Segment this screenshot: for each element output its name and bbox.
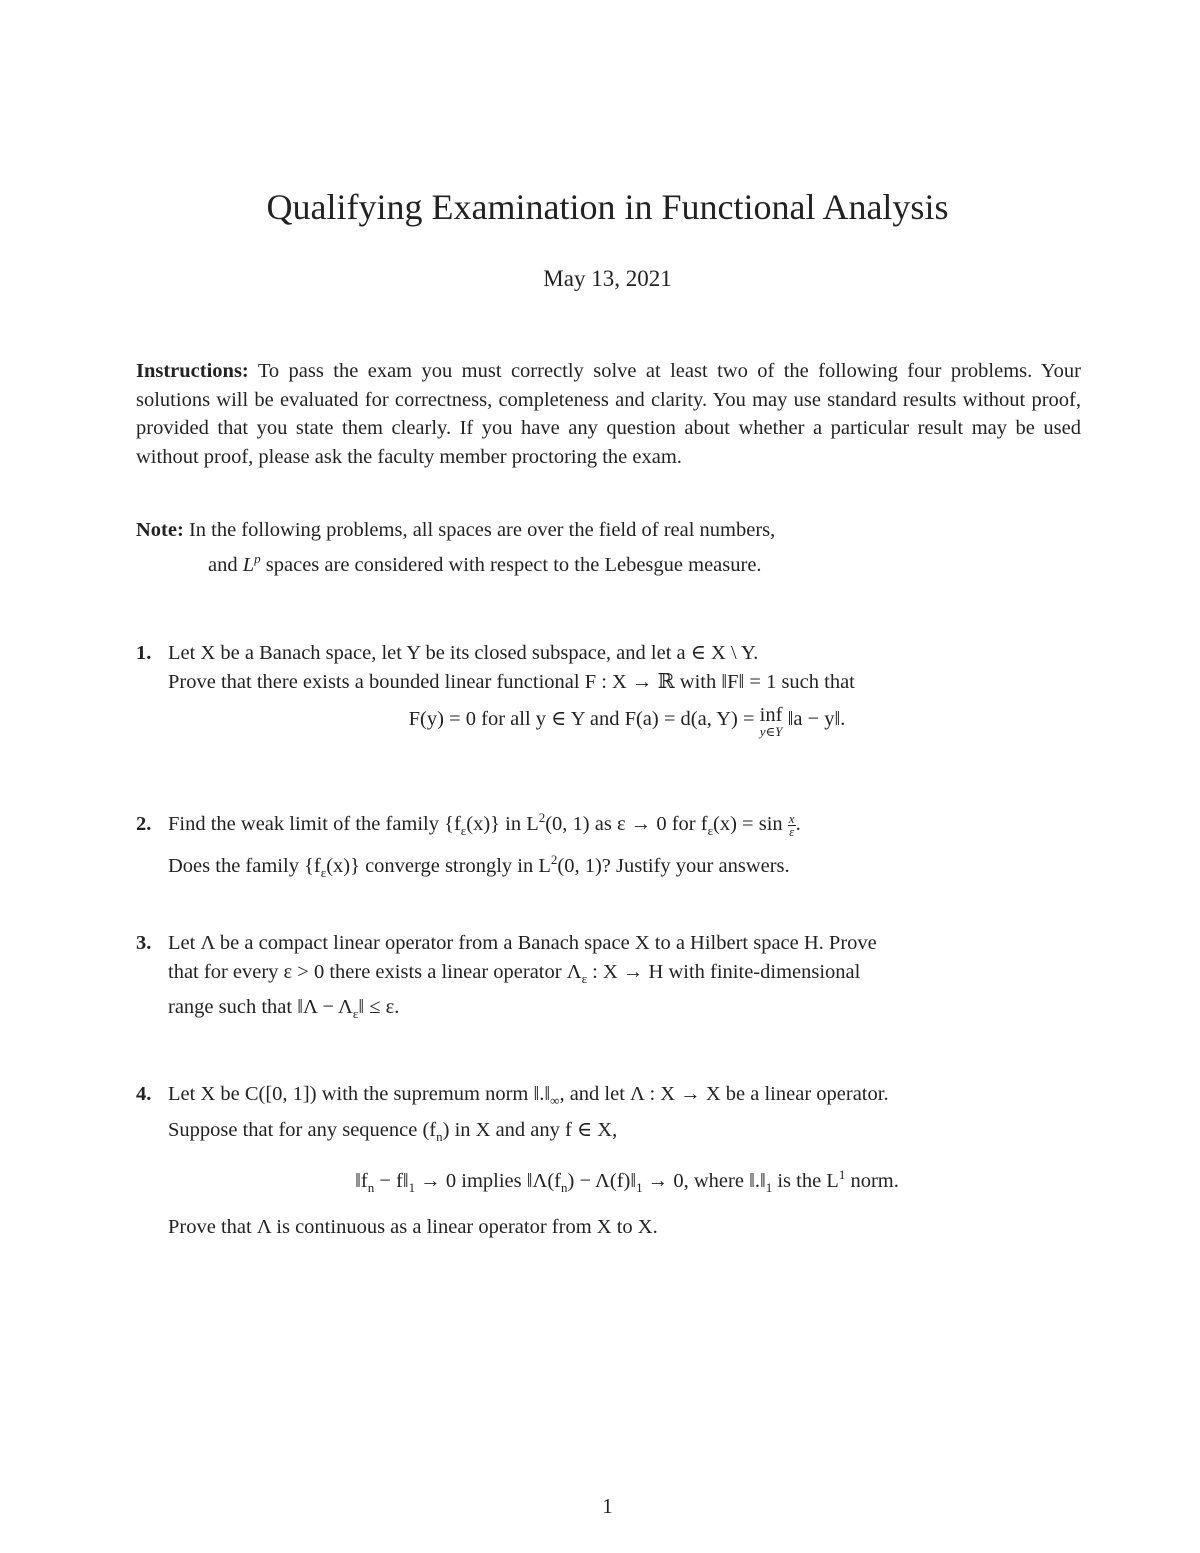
p3-l1-text: Let Λ be a compact linear operator from a Banach space X to a Hilbert space H. Prove [168, 932, 877, 954]
p3-l2-a: that for every ε > 0 there exists a linear operator Λ [168, 960, 582, 983]
p4-d-e: → 0, where ‖.‖ [642, 1170, 766, 1192]
p4-l2-sub: n [436, 1128, 443, 1144]
problem-4-line-2 [136, 1116, 1086, 1152]
p4-d-d: ) − Λ(f)‖ [567, 1170, 637, 1192]
note-line-2-pre: and [208, 553, 243, 576]
p4-d-c: → 0 implies ‖Λ(f [415, 1170, 562, 1192]
problem-3-line-3 [136, 993, 1086, 1029]
note-line-1-text: In the following problems, all spaces are over the field of real numbers, [188, 519, 776, 541]
p2-l2-b: (x)} converge strongly in L [326, 854, 551, 877]
p2-frac-num: x [788, 810, 795, 826]
p4-l1-sub: ∞ [550, 1093, 560, 1108]
p3-l3-a: range such that ‖Λ − Λ [168, 996, 353, 1018]
instructions-paragraph [136, 357, 1081, 471]
p4-d-f-sup: 1 [838, 1167, 846, 1182]
p3-l3-b: ‖ ≤ ε. [358, 996, 400, 1018]
problem-4-line-3: Prove that Λ is continuous as a linear operator from X to X. [168, 1215, 658, 1238]
p4-d-g: norm. [845, 1170, 899, 1192]
problem-1-display [136, 705, 1086, 739]
p2-l1-sub: ε [460, 823, 467, 838]
p2-l1-d: (x) = sin [713, 813, 788, 835]
problem-2-line-1: 2. Find the weak limit of the family $\{f_\varepsilon(x)\}$ in $L^2(0$, 1) as ε → 0 for $f_\varepsilon(x) = \sin$ $\frac{x}{\varepsilon}$ . [136, 810, 801, 839]
p2-l2-c: (0, 1)? Justify your answers. [557, 854, 790, 877]
note-line-2-post: spaces are considered with respect to the Lebesgue measure. [260, 553, 762, 576]
exam-date: May 13, 2021 [543, 266, 672, 291]
p4-d-b: − f‖ [374, 1170, 409, 1192]
p4-d-e-sub: 1 [765, 1180, 773, 1195]
problem-4-line-1 [136, 1080, 1086, 1116]
p3-l2-sub: ε [581, 970, 588, 986]
problem-3-line-2 [136, 958, 1086, 994]
problem-1-line-1-text: Let X be a Banach space, let Y be its closed subspace, and let a ∈ X \ Y. [168, 642, 759, 664]
problem-1-inf [760, 705, 783, 739]
problem-3 [136, 929, 1086, 1029]
p2-l1-sub2: ε [707, 823, 714, 838]
p4-d-d-sub: 1 [636, 1180, 643, 1195]
note-lp-sup: p [254, 550, 261, 566]
instructions-text: To pass the exam you must correctly solve at least two of the following four problems. Your solutions will be evaluated for correctness, completeness and clarity. You may use standard results without proof, provided that you state them clearly. If you have any question about whether a particular result may be used without proof, please ask the faculty member proctoring the exam. [136, 360, 1081, 468]
problem-4-display [136, 1161, 1086, 1203]
problem-4-number: 4. [136, 1083, 152, 1105]
p2-l1-a: Find the weak limit of the family {f [168, 813, 461, 835]
p2-l1-sup: 2 [538, 810, 546, 825]
problem-1-inf-under: y∈Y [759, 724, 783, 739]
problem-1-line-1 [136, 639, 1086, 668]
problem-1-line-2: Prove that there exists a bounded linear functional F : X → ℝ with ‖F‖ = 1 such that [168, 670, 855, 693]
p4-d-a-sub: n [367, 1180, 375, 1195]
note-line-1 [136, 516, 1081, 545]
p4-l1-b: , and let Λ : X → X be a linear operator. [559, 1083, 889, 1105]
p2-l2-sup: 2 [550, 851, 558, 867]
p2-frac-den: ε [789, 823, 795, 839]
p4-d-b-sub: 1 [408, 1180, 416, 1195]
p2-l2-sub: ε [320, 864, 327, 880]
p4-d-f: is the L [772, 1170, 839, 1192]
p4-l2-a: Suppose that for any sequence (f [168, 1118, 437, 1141]
problem-3-line-1 [136, 929, 1086, 958]
p4-l2-b: ) in X and any f ∈ X, [442, 1118, 618, 1141]
p3-l2-b: : X → H with finite-dimensional [587, 960, 861, 983]
note-line-2 [136, 545, 1081, 580]
page-number: 1 [602, 1494, 613, 1518]
p2-l1-c: (0, 1) as ε → 0 for f [545, 813, 708, 835]
note-block [136, 516, 1081, 579]
problem-1-display-tail: ‖a − y‖. [782, 708, 846, 730]
problem-1-display-main: F(y) = 0 for all y ∈ Y and F(a) = d(a, Y) = [408, 708, 760, 730]
p3-l3-sub: ε [352, 1006, 359, 1021]
instructions-label: Instructions: [136, 360, 249, 382]
exam-title: Qualifying Examination in Functional Analysis [266, 187, 949, 227]
p4-d-c-sub: n [561, 1180, 568, 1195]
p2-l2-a: Does the family {f [168, 854, 321, 877]
p4-d-a: ‖f [355, 1170, 368, 1192]
problem-2-number: 2. [136, 813, 152, 835]
problem-4 [136, 1080, 1086, 1241]
problem-3-number: 3. [136, 932, 152, 954]
note-lp-symbol: L [242, 553, 255, 576]
p4-l1-a: Let X be C([0, 1]) with the supremum norm ‖.‖ [168, 1083, 551, 1105]
problem-2-line-2 [136, 846, 1086, 888]
note-label: Note: [136, 519, 184, 541]
problem-2 [136, 804, 1086, 887]
problem-1-inf-text: inf [759, 704, 783, 726]
p2-l1-b: (x)} in L [466, 813, 539, 835]
problem-1 [136, 639, 1086, 739]
problem-1-number: 1. [136, 642, 152, 664]
p2-fraction [788, 810, 796, 839]
